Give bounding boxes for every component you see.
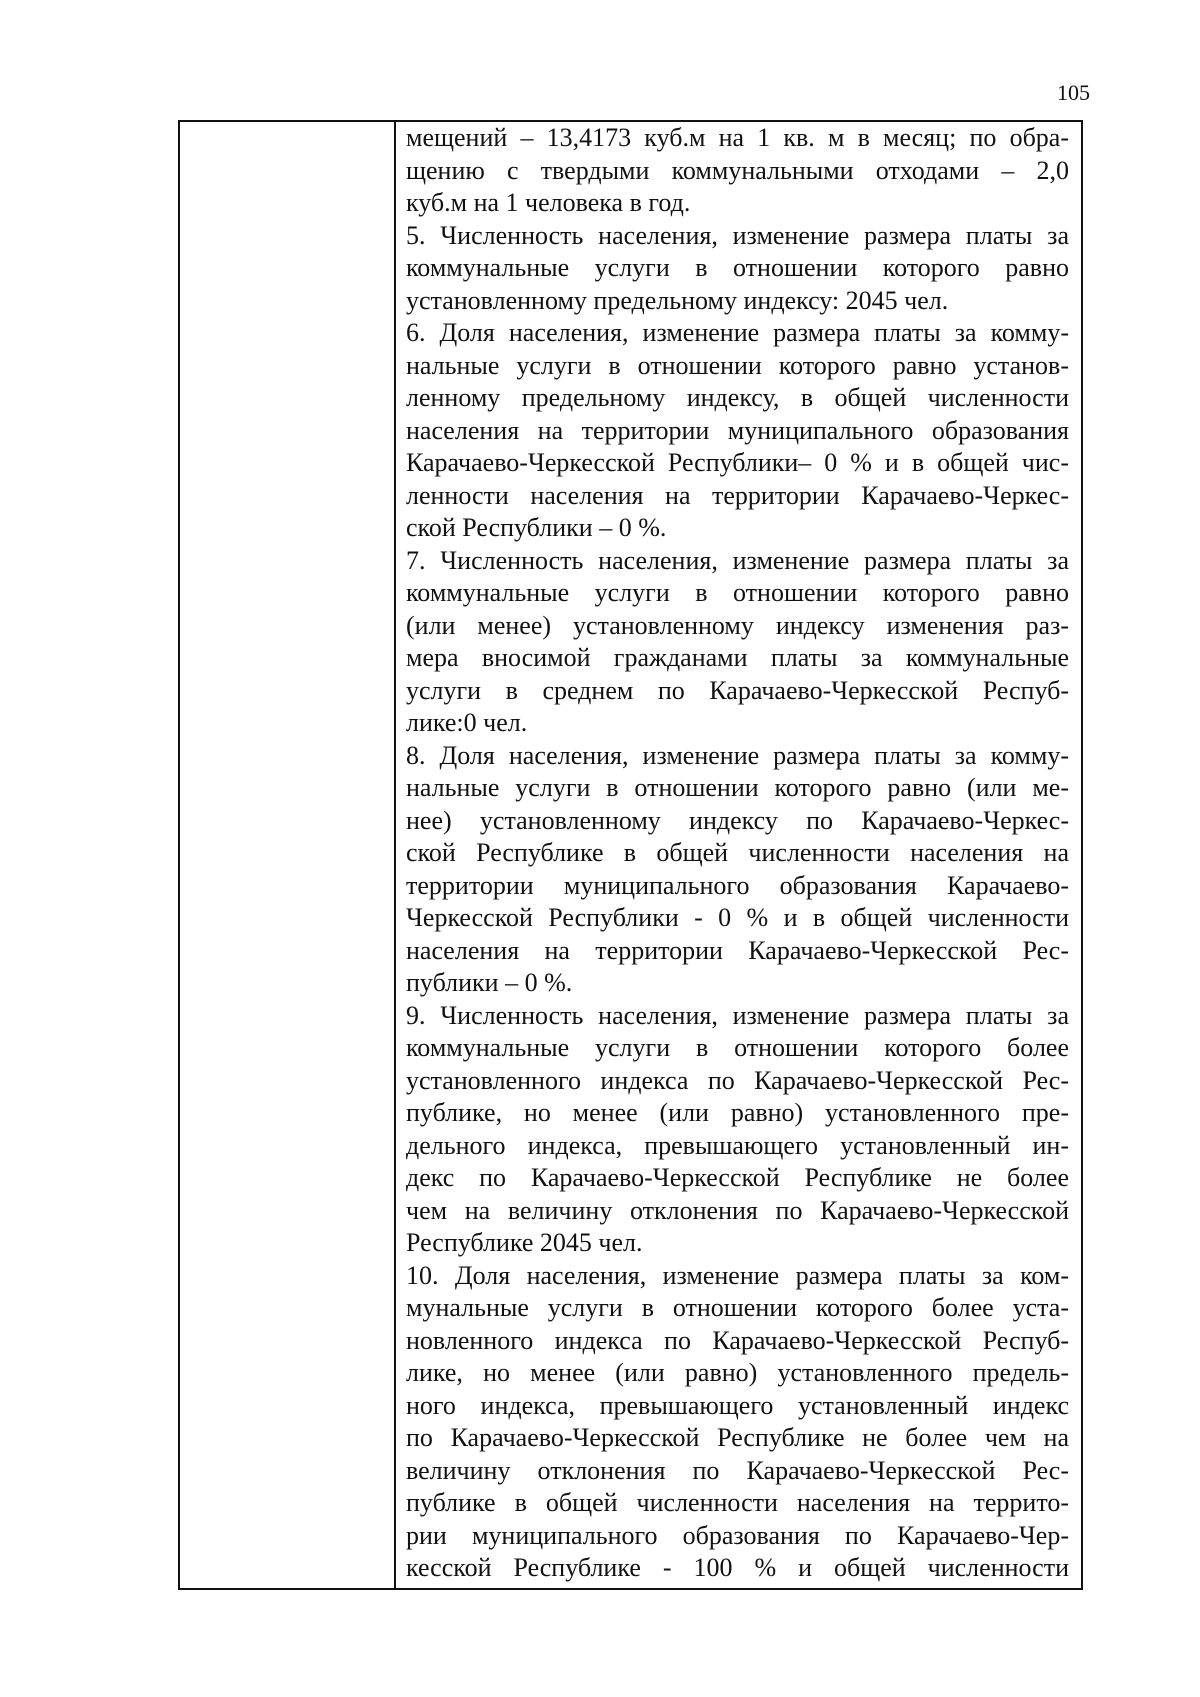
text-line: коммунальные услуги в отношении которого равно [406,578,1069,607]
text-line: ской Республике в общей численности населения на [406,838,1069,867]
text-line: Республике 2045 чел. [406,1228,643,1257]
text-line: публике в общей численности населения на террито- [406,1488,1069,1517]
paragraph [406,1000,1069,1260]
text-line: нее) установленному индексу по Карачаево-Черкес- [406,805,1069,835]
text-line: кесской Республике - 100 % и общей численности [406,1553,1069,1582]
text-line: ленному предельному индексу, в общей численности [406,383,1069,412]
text-line: 9. Численность населения, изменение размера платы за [406,1000,1069,1030]
text-line: дельного индекса, превышающего установленный ин- [406,1130,1069,1160]
text-line: населения на территории муниципального образования [406,415,1069,445]
paragraph [406,740,1069,1000]
text-line: мера вносимой гражданами платы за коммунальные [406,643,1069,672]
paragraph [406,317,1069,545]
paragraph [406,1260,1069,1585]
text-line: публики – 0 %. [406,968,573,997]
text-line: населения на территории Карачаево-Черкесской Рес- [406,935,1069,965]
text-line: территории муниципального образования Карачаево- [406,870,1069,900]
text-line: 7. Численность населения, изменение размера платы за [406,545,1069,575]
document-table [178,120,1083,1590]
text-line: ленности населения на территории Карачаево-Черкес- [406,480,1069,510]
text-line: лике:0 чел. [406,708,528,737]
text-line: чем на величину отклонения по Карачаево-Черкесской [406,1195,1069,1225]
text-line: мунальные услуги в отношении которого более уста- [406,1293,1069,1322]
text-line: (или менее) установленному индексу изменения раз- [406,610,1069,640]
text-line: куб.м на 1 человека в год. [406,188,691,217]
text-line: щению с твердыми коммунальными отходами – 2,0 [406,155,1069,185]
text-line: публике, но менее (или равно) установленного пре- [406,1098,1069,1127]
paragraph [406,220,1069,318]
text-line: 6. Доля населения, изменение размера платы за комму- [406,318,1069,347]
text-line: Карачаево-Черкесской Республики– 0 % и в общей чис- [406,448,1069,477]
text-line: коммунальные услуги в отношении которого равно [406,253,1069,282]
text-line: коммунальные услуги в отношении которого более [406,1033,1069,1062]
paragraph [406,122,1069,220]
text-line: нальные услуги в отношении которого равно (или ме- [406,773,1069,802]
text-line: 5. Численность населения, изменение размера платы за [406,220,1069,250]
text-line: ного индекса, превышающего установленный индекс [406,1390,1069,1420]
page-number: 105 [1057,80,1090,105]
text-line: рии муниципального образования по Карачаево-Чер- [406,1520,1069,1550]
text-line: декс по Карачаево-Черкесской Республике не более [406,1163,1069,1192]
text-line: лике, но менее (или равно) установленного предель- [406,1358,1069,1387]
text-line: по Карачаево-Черкесской Республике не более чем на [406,1423,1069,1452]
text-line: величину отклонения по Карачаево-Черкесской Рес- [406,1455,1069,1485]
text-line: услуги в среднем по Карачаево-Черкесской Респуб- [406,675,1069,705]
table-left-column [180,122,396,1588]
text-line: установленного индекса по Карачаево-Черкесской Рес- [406,1065,1069,1095]
text-line: новленного индекса по Карачаево-Черкесской Респуб- [406,1325,1069,1355]
text-line: 8. Доля населения, изменение размера платы за комму- [406,740,1069,770]
text-line: Черкесской Республики - 0 % и в общей численности [406,903,1069,932]
text-line: 10. Доля населения, изменение размера платы за ком- [406,1260,1069,1290]
table-right-column [396,122,1081,1588]
text-line: установленному предельному индексу: 2045 чел. [406,285,949,315]
paragraph [406,545,1069,740]
text-line: ской Республики – 0 %. [406,513,667,542]
text-line: нальные услуги в отношении которого равно установ- [406,350,1069,380]
text-line: мещений – 13,4173 куб.м на 1 кв. м в месяц; по обра- [406,123,1069,152]
